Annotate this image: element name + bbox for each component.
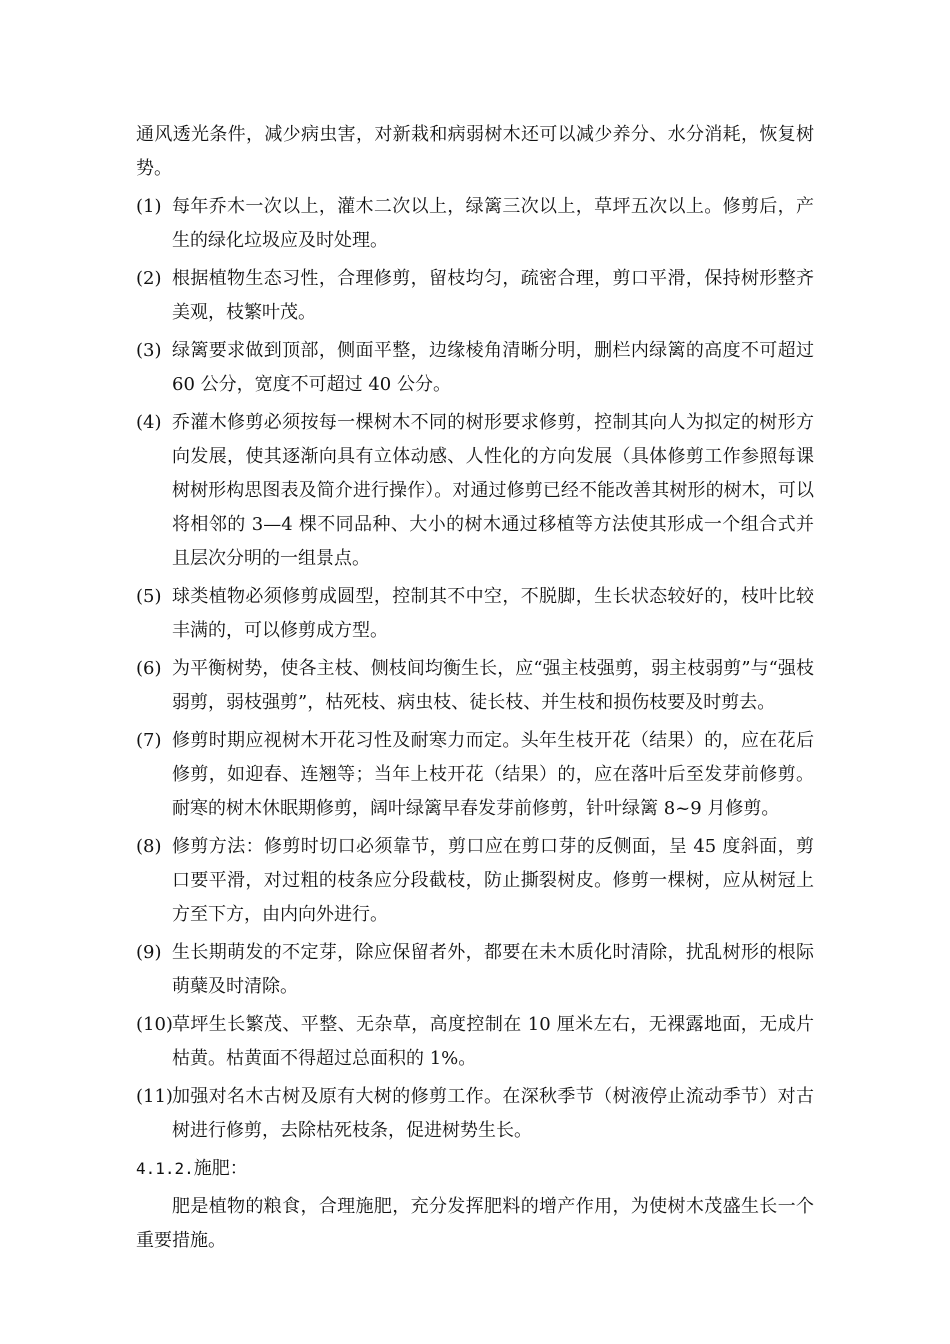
item-text: 生长期萌发的不定芽，除应保留者外，都要在未木质化时清除，扰乱树形的根际萌蘖及时清除。 — [172, 942, 814, 997]
item-text: 乔灌木修剪必须按每一棵树木不同的树形要求修剪，控制其向人为拟定的树形方向发展，使其逐渐向具有立体动感、人性化的方向发展（具体修剪工作参照每课树树形构思图表及简介进行操作）。对通过修剪已经不能改善其树形的树木，可以将相邻的 3—4 棵不同品种、大小的树木通过移植等方法使其形成一个组合式并且层次分明的一组景点。 — [172, 412, 814, 569]
list-item-10 — [136, 1008, 814, 1076]
item-number: (9) — [136, 942, 162, 963]
item-text: 加强对名木古树及原有大树的修剪工作。在深秋季节（树液停止流动季节）对古树进行修剪，去除枯死枝条，促进树势生长。 — [172, 1086, 814, 1141]
item-text: 根据植物生态习性，合理修剪，留枝均匀，疏密合理，剪口平滑，保持树形整齐美观，枝繁叶茂。 — [172, 268, 814, 323]
intro-paragraph: 通风透光条件，减少病虫害，对新栽和病弱树木还可以减少养分、水分消耗，恢复树势。 — [136, 124, 814, 179]
item-text: 为平衡树势，使各主枝、侧枝间均衡生长，应“强主枝强剪，弱主枝弱剪”与“强枝弱剪，弱枝强剪”，枯死枝、病虫枝、徒长枝、并生枝和损伤枝要及时剪去。 — [172, 658, 814, 713]
item-text: 每年乔木一次以上，灌木二次以上，绿篱三次以上，草坪五次以上。修剪后，产生的绿化垃圾应及时处理。 — [172, 196, 814, 251]
list-item-6 — [136, 652, 814, 720]
section-title: 施肥： — [193, 1158, 248, 1179]
item-number: (3) — [136, 340, 162, 361]
item-number: (7) — [136, 730, 162, 751]
item-text: 修剪时期应视树木开花习性及耐寒力而定。头年生枝开花（结果）的，应在花后修剪，如迎春、连翘等；当年上枝开花（结果）的，应在落叶后至发芽前修剪。耐寒的树木休眠期修剪，阔叶绿篱早春发芽前修剪，针叶绿篱 8~9 月修剪。 — [172, 730, 814, 819]
item-number: (6) — [136, 658, 162, 679]
list-item-7 — [136, 724, 814, 826]
item-number: (8) — [136, 836, 162, 857]
list-item-5 — [136, 580, 814, 648]
item-number: (2) — [136, 268, 162, 289]
item-number: (11) — [136, 1086, 173, 1107]
section-number: 4.1.2. — [136, 1159, 194, 1178]
list-item-9 — [136, 936, 814, 1004]
list-item-3 — [136, 334, 814, 402]
list-item-1 — [136, 190, 814, 258]
list-item-2 — [136, 262, 814, 330]
item-text: 球类植物必须修剪成圆型，控制其不中空，不脱脚，生长状态较好的，枝叶比较丰满的，可以修剪成方型。 — [172, 586, 814, 641]
document-page — [136, 118, 814, 1258]
item-number: (4) — [136, 412, 162, 433]
list-item-8 — [136, 830, 814, 932]
item-text: 修剪方法：修剪时切口必须靠节，剪口应在剪口芽的反侧面，呈 45 度斜面，剪口要平滑，对过粗的枝条应分段截枝，防止撕裂树皮。修剪一棵树，应从树冠上方至下方，由内向外进行。 — [172, 836, 814, 925]
list-item-11 — [136, 1080, 814, 1148]
item-text: 草坪生长繁茂、平整、无杂草，高度控制在 10 厘米左右，无裸露地面，无成片枯黄。枯黄面不得超过总面积的 1%。 — [172, 1014, 814, 1069]
item-text: 绿篱要求做到顶部，侧面平整，边缘棱角清晰分明，删栏内绿篱的高度不可超过 60 公分，宽度不可超过 40 公分。 — [172, 340, 814, 395]
item-number: (1) — [136, 196, 162, 217]
item-number: (10) — [136, 1014, 173, 1035]
section-heading — [136, 1152, 814, 1186]
item-number: (5) — [136, 586, 162, 607]
section-body: 肥是植物的粮食，合理施肥，充分发挥肥料的增产作用，为使树木茂盛生长一个重要措施。 — [136, 1196, 814, 1251]
list-item-4 — [136, 406, 814, 576]
